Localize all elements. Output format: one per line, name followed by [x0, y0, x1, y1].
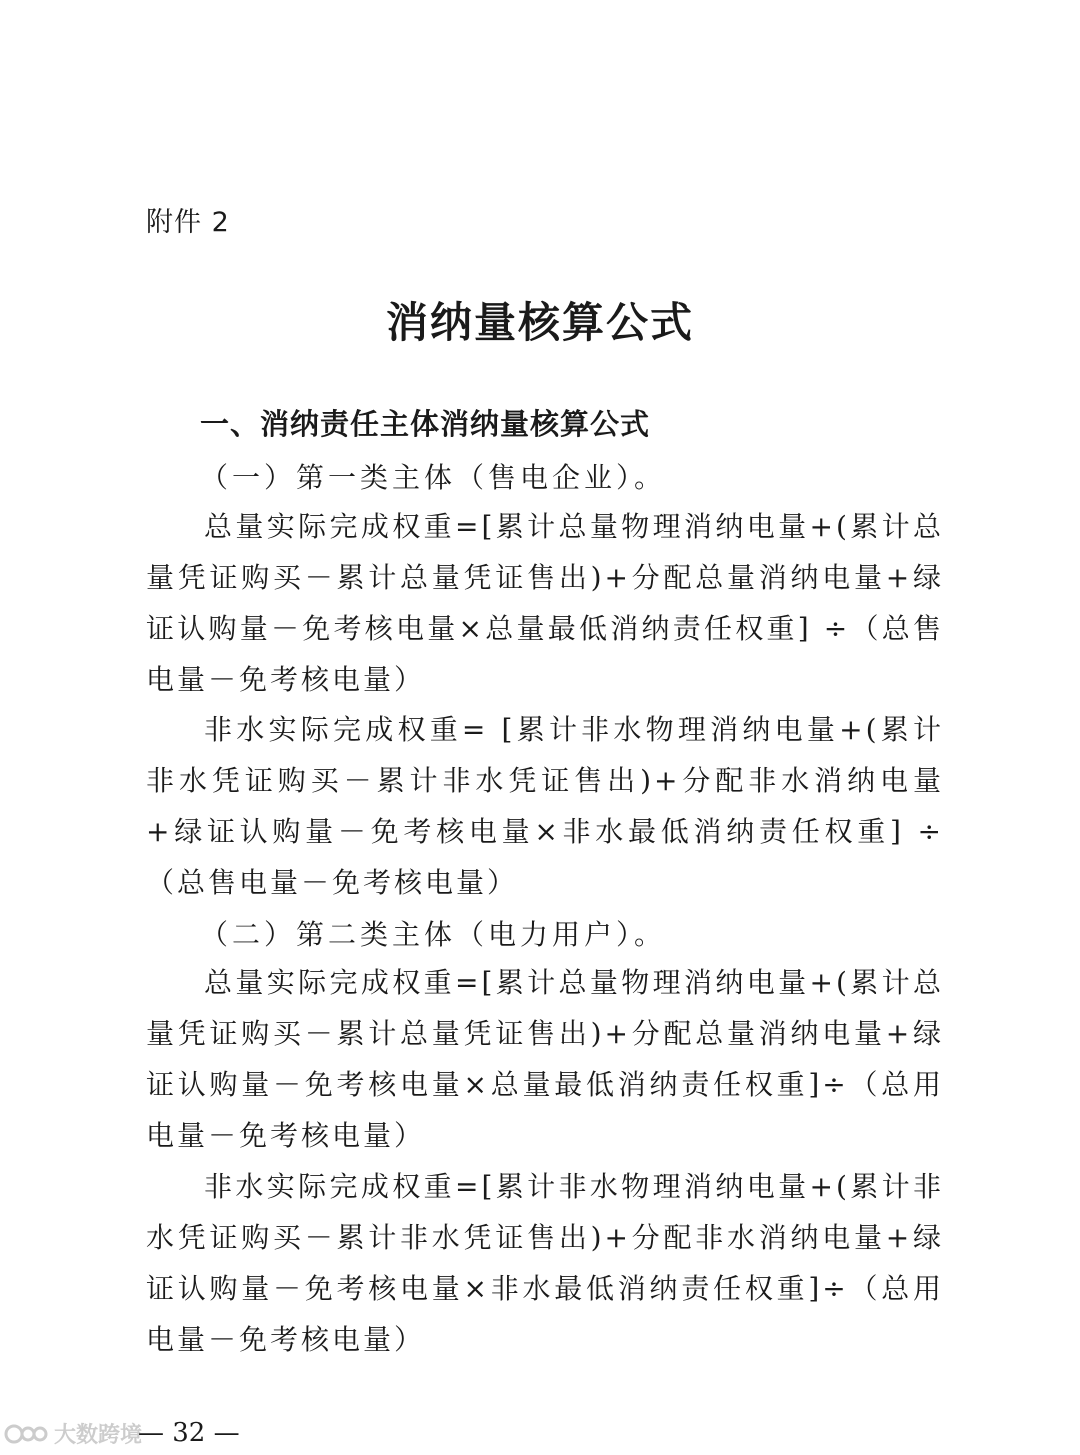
attachment-label: 附件 2: [146, 207, 230, 238]
watermark-text: 大数跨境: [54, 1423, 143, 1448]
formula-paragraph: 非水实际完成权重=[累计非水物理消纳电量+(累计非水凭证购买－累计非水凭证售出)+分配非水消纳电量+绿证认购量－免考核电量×非水最低消纳责任权重]÷（总用电量－免考核电量）: [146, 1170, 944, 1356]
subsection-heading-2: （二）第二类主体（电力用户）。: [200, 918, 667, 951]
page-title: 消纳量核算公式: [385, 298, 694, 347]
formula-paragraph: 总量实际完成权重=[累计总量物理消纳电量+(累计总量凭证购买－累计总量凭证售出)+分配总量消纳电量+绿证认购量－免考核电量×总量最低消纳责任权重] ÷（总售电量－免考核电量）: [146, 510, 944, 696]
formula-paragraph: 总量实际完成权重=[累计总量物理消纳电量+(累计总量凭证购买－累计总量凭证售出)+分配总量消纳电量+绿证认购量－免考核电量×总量最低消纳责任权重]÷（总用电量－免考核电量）: [146, 966, 944, 1152]
page-footer: [0, 1416, 1080, 1452]
section-heading: 一、消纳责任主体消纳量核算公式: [200, 407, 651, 441]
watermark-logo-icon: [4, 1421, 48, 1447]
watermark: [4, 1418, 142, 1449]
formula-paragraph: 非水实际完成权重= [累计非水物理消纳电量+(累计非水凭证购买－累计非水凭证售出)+分配非水消纳电量+绿证认购量－免考核电量×非水最低消纳责任权重] ÷（总售电量－免考核电量）: [146, 713, 944, 899]
page-number: — 32 —: [138, 1418, 240, 1448]
subsection-heading-1: （一）第一类主体（售电企业）。: [200, 461, 667, 494]
